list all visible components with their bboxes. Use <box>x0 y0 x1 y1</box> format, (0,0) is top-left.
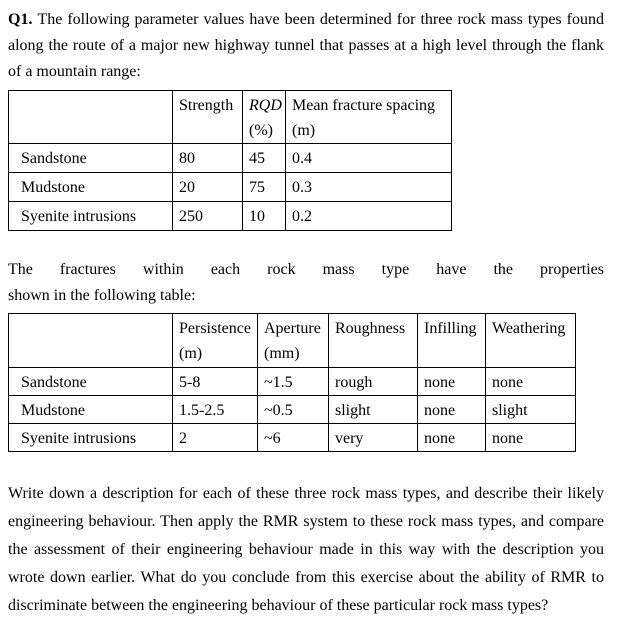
roughness-cell: rough <box>329 368 418 396</box>
rqd-cell: 10 <box>243 202 286 231</box>
persistence-cell: 1.5-2.5 <box>173 396 258 424</box>
infilling-cell: none <box>418 396 486 424</box>
spacing-cell: 0.2 <box>286 202 452 231</box>
table-row-syenite <box>9 202 452 231</box>
weathering-cell: none <box>486 424 576 452</box>
table-row-mudstone <box>9 173 452 202</box>
aperture-header-unit: (mm) <box>264 345 300 362</box>
persistence-column-header <box>173 314 258 368</box>
intro-paragraph <box>8 7 604 85</box>
closing-line-2: engineering behaviour. Then apply the RMR system to these rock mass types, and compare <box>8 513 604 530</box>
fracture-properties-header-row <box>9 314 576 368</box>
roughness-cell: slight <box>329 396 418 424</box>
rock-parameters-table <box>8 90 452 231</box>
spacing-header-label: Mean fracture spacing <box>292 97 436 114</box>
infilling-cell: none <box>418 368 486 396</box>
closing-line-4: wrote down earlier. What do you conclude from this exercise about the ability of RMR to <box>8 569 604 586</box>
middle-paragraph <box>8 257 604 309</box>
intro-line-1 <box>8 7 604 33</box>
middle-line-1: The fractures within each rock mass type have the properties <box>8 261 604 278</box>
spacing-column-header <box>286 91 452 144</box>
persistence-cell: 2 <box>173 424 258 452</box>
infilling-header-label: Infilling <box>424 320 477 337</box>
middle-line-2: shown in the following table: <box>8 287 196 304</box>
rqd-header-unit: (%) <box>249 122 273 139</box>
aperture-header-label: Aperture <box>264 320 321 337</box>
rock-type-cell: Syenite intrusions <box>9 202 173 231</box>
weathering-column-header <box>486 314 576 368</box>
rqd-header-label: RQD <box>249 97 282 114</box>
table-row-mudstone <box>9 396 576 424</box>
roughness-header-label: Roughness <box>335 320 406 337</box>
weathering-header-label: Weathering <box>492 320 566 337</box>
rqd-cell: 45 <box>243 144 286 173</box>
rock-type-cell: Mudstone <box>9 396 173 424</box>
rock-type-cell: Sandstone <box>9 368 173 396</box>
infilling-cell: none <box>418 424 486 452</box>
closing-line-1: Write down a description for each of these three rock mass types, and describe their likely <box>8 485 604 502</box>
strength-cell: 80 <box>173 144 243 173</box>
weathering-cell: slight <box>486 396 576 424</box>
spacing-header-unit: (m) <box>292 122 316 139</box>
rock-type-cell: Sandstone <box>9 144 173 173</box>
question-label: Q1. <box>8 11 33 28</box>
aperture-cell: ~0.5 <box>258 396 329 424</box>
rock-type-cell: Syenite intrusions <box>9 424 173 452</box>
closing-line-3: the assessment of their engineering behaviour made in this way with the description you <box>8 541 604 558</box>
rock-parameters-header-row <box>9 91 452 144</box>
strength-column-header <box>173 91 243 144</box>
strength-cell: 250 <box>173 202 243 231</box>
persistence-cell: 5-8 <box>173 368 258 396</box>
aperture-cell: ~1.5 <box>258 368 329 396</box>
infilling-column-header <box>418 314 486 368</box>
empty-corner-cell <box>9 314 173 368</box>
closing-paragraph <box>8 480 604 620</box>
table-row-syenite <box>9 424 576 452</box>
table-row-sandstone <box>9 144 452 173</box>
closing-line-5: discriminate between the engineering behaviour of these particular rock mass types? <box>8 597 549 614</box>
aperture-cell: ~6 <box>258 424 329 452</box>
table-row-sandstone <box>9 368 576 396</box>
persistence-header-label: Persistence <box>179 320 251 337</box>
intro-line-1-text: The following parameter values have been determined for three rock mass types found <box>37 11 604 28</box>
persistence-header-unit: (m) <box>179 345 203 362</box>
rqd-cell: 75 <box>243 173 286 202</box>
spacing-cell: 0.4 <box>286 144 452 173</box>
intro-line-2: along the route of a major new highway tunnel that passes at a high level through the flank <box>8 37 604 54</box>
fracture-properties-table <box>8 313 576 452</box>
rqd-column-header <box>243 91 286 144</box>
empty-corner-cell <box>9 91 173 144</box>
intro-line-3: of a mountain range: <box>8 63 141 80</box>
roughness-cell: very <box>329 424 418 452</box>
strength-cell: 20 <box>173 173 243 202</box>
roughness-column-header <box>329 314 418 368</box>
spacing-cell: 0.3 <box>286 173 452 202</box>
aperture-column-header <box>258 314 329 368</box>
strength-header-label: Strength <box>179 97 234 114</box>
weathering-cell: none <box>486 368 576 396</box>
rock-type-cell: Mudstone <box>9 173 173 202</box>
